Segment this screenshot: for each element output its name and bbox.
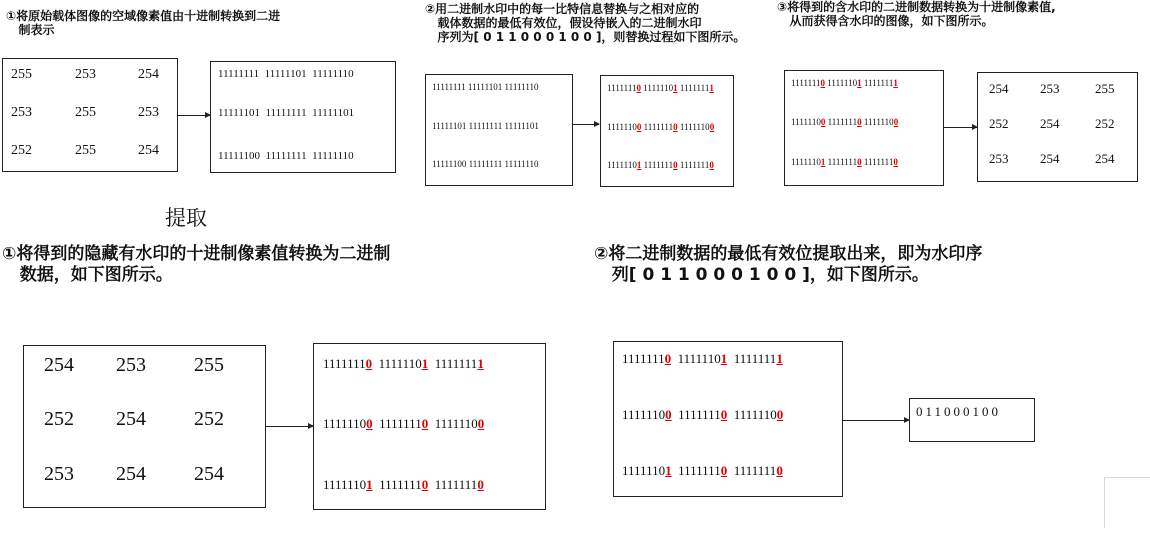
pixel-value: 253 (138, 105, 159, 120)
original-binary-box (210, 61, 396, 173)
watermarked-binary-box (784, 70, 944, 186)
extract-step1-caption: ①将得到的隐藏有水印的十进制像素值转换为二进制 数据，如下图所示。 (2, 244, 391, 285)
pixel-value: 255 (1095, 81, 1115, 96)
watermark-sequence: 011000100 (916, 404, 1002, 419)
pixel-value: 254 (138, 67, 159, 82)
pixel-value: 254 (194, 463, 224, 485)
binary-row: 11111110 11111101 11111111 (607, 83, 714, 93)
pixel-value: 252 (194, 408, 224, 430)
pixel-value: 254 (116, 463, 146, 485)
pixel-value: 252 (1095, 116, 1115, 131)
embed-step1-caption: ①将原始载体图像的空域像素值由十进制转换到二进 制表示 (6, 9, 281, 37)
pixel-value: 254 (989, 81, 1009, 96)
pixel-value: 254 (44, 354, 74, 376)
binary-row: 11111101 11111111 11111101 (218, 107, 355, 119)
pixel-value: 253 (44, 463, 74, 485)
pixel-value: 252 (989, 116, 1009, 131)
pixel-value: 254 (116, 408, 146, 430)
pixel-value: 254 (1095, 151, 1115, 166)
carrier-binary-box (425, 74, 573, 186)
binary-row: 11111110 11111101 11111111 (323, 356, 484, 371)
pixel-value: 253 (989, 151, 1009, 166)
pixel-value: 254 (138, 143, 159, 158)
binary-row: 11111100 11111110 11111100 (323, 416, 485, 431)
binary-row: 11111110 11111101 11111111 (791, 78, 898, 88)
pixel-value: 255 (75, 105, 96, 120)
binary-row: 11111100 11111110 11111100 (622, 407, 784, 422)
pixel-value: 253 (75, 67, 96, 82)
arrow-icon (178, 115, 210, 116)
extract-heading: 提取 (165, 206, 207, 230)
binary-row: 11111111 11111101 11111110 (432, 82, 539, 92)
extract-step2-caption: ②将二进制数据的最低有效位提取出来，即为水印序 列[ 0 1 1 0 0 0 1 0 0 ]，如下图所示。 (594, 244, 983, 285)
corner-decoration (1104, 477, 1150, 528)
extract-binary-box (313, 343, 546, 510)
binary-row: 11111101 11111111 11111101 (432, 121, 539, 131)
binary-row: 11111101 11111110 11111110 (791, 157, 898, 167)
pixel-value: 253 (11, 105, 32, 120)
binary-row: 11111111 11111101 11111110 (218, 68, 354, 80)
embedded-binary-box (600, 75, 734, 187)
binary-row: 11111100 11111110 11111100 (791, 117, 899, 127)
binary-row: 11111100 11111110 11111100 (607, 122, 715, 132)
pixel-value: 253 (1040, 81, 1060, 96)
pixel-value: 255 (75, 143, 96, 158)
binary-row: 11111101 11111110 11111110 (323, 477, 484, 492)
binary-row: 11111110 11111101 11111111 (622, 351, 783, 366)
watermark-sequence-box (909, 398, 1035, 442)
binary-row: 11111100 11111111 11111110 (218, 150, 354, 162)
extract-lsb-binary-box (613, 341, 843, 497)
binary-row: 11111100 11111111 11111110 (432, 159, 539, 169)
binary-row: 11111101 11111110 11111110 (622, 463, 783, 478)
binary-row: 11111101 11111110 11111110 (607, 160, 714, 170)
extract-decimal-box (23, 345, 266, 508)
pixel-value: 254 (1040, 116, 1060, 131)
arrow-icon (266, 426, 313, 427)
pixel-value: 252 (11, 143, 32, 158)
pixel-value: 255 (194, 354, 224, 376)
original-decimal-box (2, 58, 178, 172)
arrow-icon (843, 420, 909, 421)
pixel-value: 252 (44, 408, 74, 430)
pixel-value: 255 (11, 67, 32, 82)
pixel-value: 254 (1040, 151, 1060, 166)
watermarked-decimal-box (977, 72, 1138, 182)
embed-step2-caption: ②用二进制水印中的每一比特信息替换与之相对应的 载体数据的最低有效位，假设待嵌入的二进制水印 序列为[ 0 1 1 0 0 0 1 0 0 ]，则替换过程如下图所示。 (425, 2, 746, 44)
pixel-value: 253 (116, 354, 146, 376)
arrow-icon (573, 124, 599, 125)
embed-step3-caption: ③将得到的含水印的二进制数据转换为十进制像素值, 从而获得含水印的图像，如下图所示。 (777, 0, 1056, 28)
arrow-icon (944, 127, 977, 128)
